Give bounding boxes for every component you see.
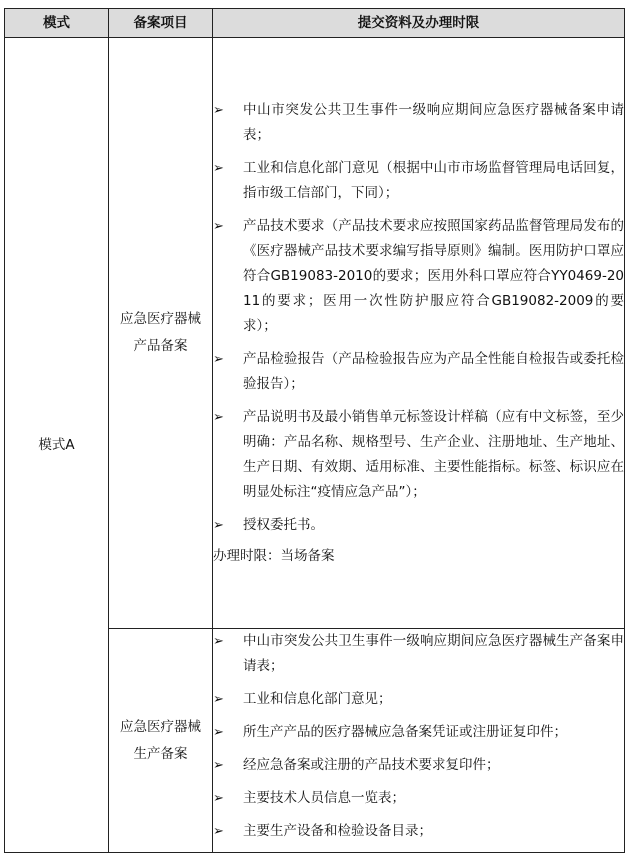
header-mode: 模式 — [5, 9, 109, 38]
arrow-bullet-icon: ➢ — [213, 791, 224, 806]
list-item — [213, 687, 624, 712]
doc-text: 产品技术要求（产品技术要求应按照国家药品监督管理局发布的《医疗器械产品技术要求编写指导原则》编制。医用防护口罩应符合GB19083-2010的要求；医用外科口罩应符合YY0469-2011的要求；医用一次性防护服应符合GB19082-2009的要求）； — [243, 217, 624, 334]
production-filing-cell — [109, 629, 213, 853]
doc-text: 产品说明书及最小销售单元标签设计样稿（应有中文标签，至少明确：产品名称、规格型号、生产企业、注册地址、生产地址、生产日期、有效期、适用标准、主要性能指标。标签、标识应在明显处标注“疫情应急产品”）； — [243, 408, 624, 500]
doc-text: 经应急备案或注册的产品技术要求复印件； — [243, 757, 500, 773]
arrow-bullet-icon: ➢ — [213, 725, 224, 740]
arrow-bullet-icon: ➢ — [213, 517, 224, 533]
arrow-bullet-icon: ➢ — [213, 102, 224, 118]
list-item — [213, 405, 624, 505]
list-item — [213, 629, 624, 679]
doc-text: 工业和信息化部门意见； — [243, 691, 392, 707]
list-item — [213, 156, 624, 206]
product-filing-label: 应急医疗器械产品备案 — [120, 311, 201, 354]
table-row — [5, 38, 625, 629]
doc-text: 主要技术人员信息一览表； — [243, 790, 405, 806]
arrow-bullet-icon: ➢ — [213, 409, 224, 425]
list-item — [213, 786, 624, 811]
mode-a-cell — [5, 38, 109, 853]
header-item: 备案项目 — [109, 9, 213, 38]
list-item — [213, 214, 624, 339]
list-item — [213, 720, 624, 745]
filing-requirements-table — [4, 8, 625, 853]
doc-text: 产品检验报告（产品检验报告应为产品全性能自检报告或委托检验报告）； — [243, 350, 624, 392]
list-item — [213, 513, 624, 538]
list-item — [213, 819, 624, 844]
product-filing-cell — [109, 38, 213, 629]
time-limit: 办理时限：当场备案 — [213, 547, 335, 564]
list-item — [213, 347, 624, 397]
doc-text: 授权委托书。 — [243, 516, 324, 533]
production-filing-label: 应急医疗器械生产备案 — [120, 718, 201, 762]
mode-a-label: 模式A — [38, 436, 75, 453]
doc-text: 主要生产设备和检验设备目录； — [243, 823, 432, 839]
arrow-bullet-icon: ➢ — [213, 351, 224, 367]
arrow-bullet-icon: ➢ — [213, 634, 224, 649]
table-header-row — [5, 9, 625, 38]
arrow-bullet-icon: ➢ — [213, 824, 224, 839]
arrow-bullet-icon: ➢ — [213, 692, 224, 707]
doc-text: 中山市突发公共卫生事件一级响应期间应急医疗器械生产备案申请表； — [243, 633, 624, 674]
product-filing-docs — [213, 38, 625, 629]
list-item — [213, 98, 624, 148]
arrow-bullet-icon: ➢ — [213, 218, 224, 234]
arrow-bullet-icon: ➢ — [213, 160, 224, 176]
doc-text: 所生产产品的医疗器械应急备案凭证或注册证复印件； — [243, 724, 567, 740]
header-docs: 提交资料及办理时限 — [213, 9, 625, 38]
doc-text: 中山市突发公共卫生事件一级响应期间应急医疗器械备案申请表； — [243, 101, 624, 143]
list-item — [213, 753, 624, 778]
arrow-bullet-icon: ➢ — [213, 758, 224, 773]
production-filing-docs — [213, 629, 625, 853]
doc-text: 工业和信息化部门意见（根据中山市市场监督管理局电话回复，指市级工信部门，下同）； — [243, 159, 624, 201]
